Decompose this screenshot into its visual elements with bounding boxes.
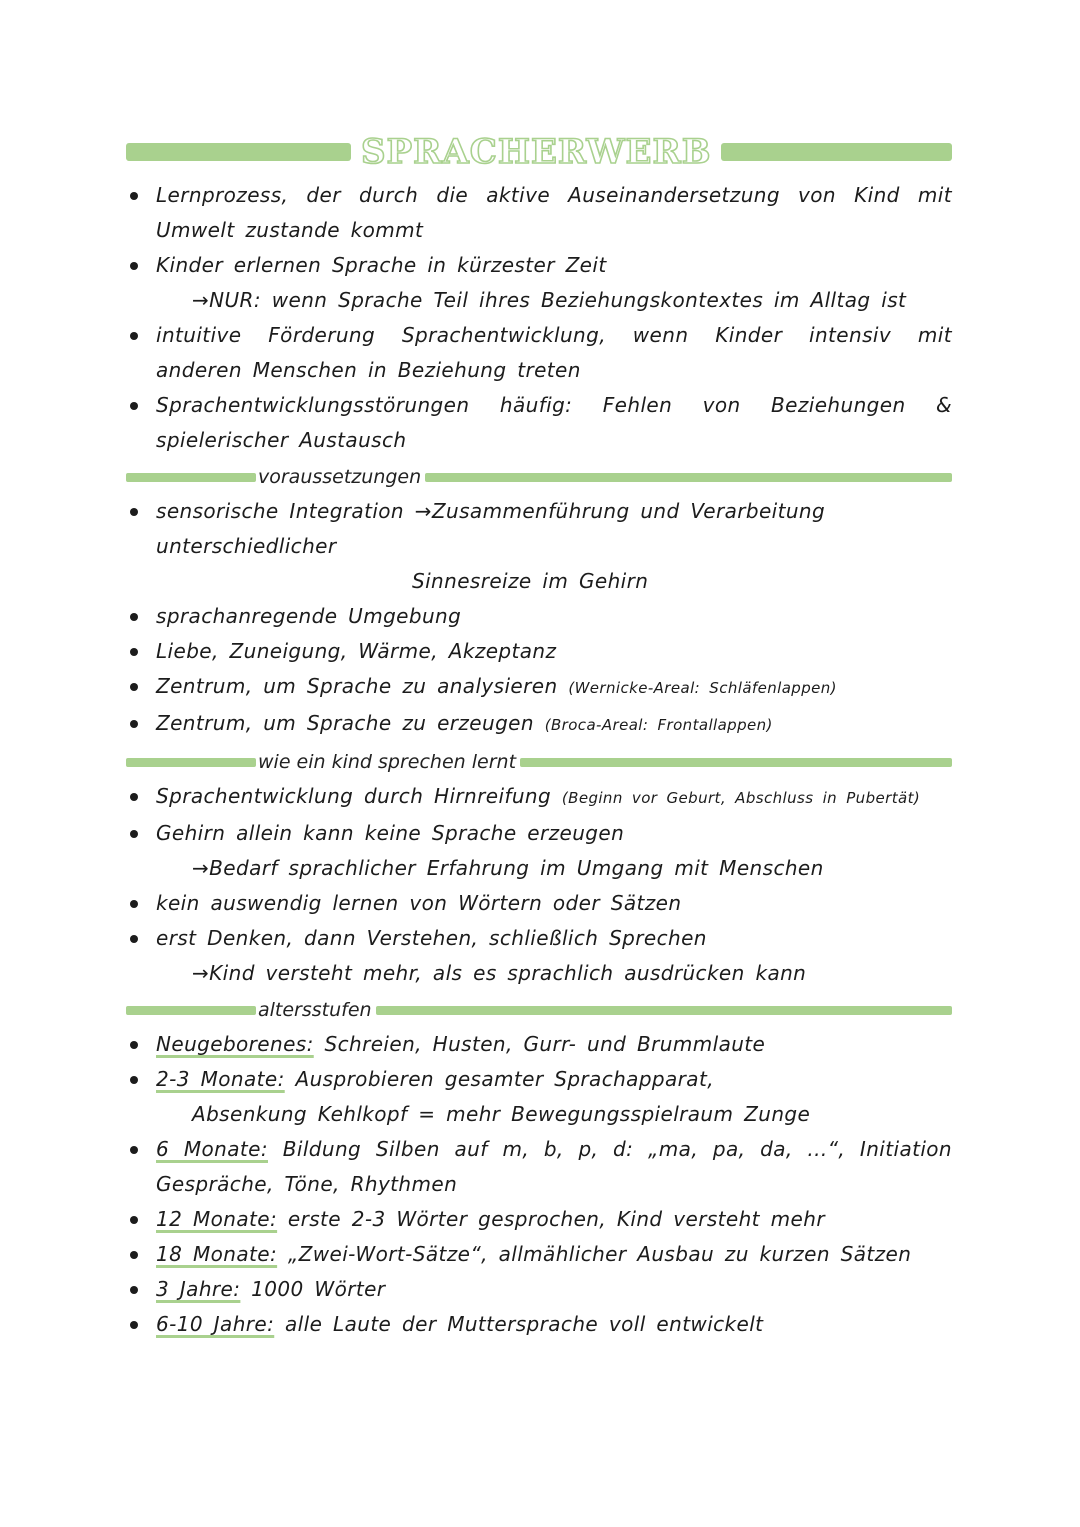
age-text: erste 2-3 Wörter gesprochen, Kind versteht mehr bbox=[277, 1207, 825, 1231]
sub-note: →Kind versteht mehr, als es sprachlich ausdrücken kann bbox=[192, 961, 807, 985]
list-item: Sprachentwicklungsstörungen häufig: Fehlen von Beziehungen & spielerischer Austausch bbox=[126, 388, 952, 458]
section-bar-left bbox=[126, 1006, 256, 1015]
list-item: Gehirn allein kann keine Sprache erzeugen bbox=[126, 816, 952, 851]
list-item bbox=[126, 494, 952, 564]
item-text: Zentrum, um Sprache zu analysieren bbox=[156, 674, 558, 698]
item-note: (Beginn vor Geburt, Abschluss in Pubertät) bbox=[561, 789, 921, 807]
list-item bbox=[126, 1202, 952, 1237]
page-title: SPRACHERWERB bbox=[361, 132, 712, 172]
list-item bbox=[126, 706, 952, 743]
age-text: alle Laute der Muttersprache voll entwickelt bbox=[274, 1312, 764, 1336]
item-text: Sprachentwicklung durch Hirnreifung bbox=[156, 784, 552, 808]
age-text: Schreien, Husten, Gurr- und Brummlaute bbox=[313, 1032, 766, 1056]
lernt-list bbox=[126, 779, 952, 851]
item-note: (Wernicke-Areal: Schläfenlappen) bbox=[568, 679, 837, 697]
list-item bbox=[126, 1027, 952, 1062]
item-text: Zentrum, um Sprache zu erzeugen bbox=[156, 711, 534, 735]
list-item bbox=[126, 1307, 952, 1342]
age-term: 12 Monate: bbox=[156, 1207, 278, 1231]
age-text: „Zwei-Wort-Sätze“, allmählicher Ausbau zu kurzen Sätzen bbox=[277, 1242, 912, 1266]
age-term: 3 Jahre: bbox=[156, 1277, 241, 1301]
age-term: 6-10 Jahre: bbox=[156, 1312, 275, 1336]
list-item: Lernprozess, der durch die aktive Auseinandersetzung von Kind mit Umwelt zustande kommt bbox=[126, 178, 952, 248]
list-item bbox=[126, 779, 952, 816]
section-bar-right bbox=[376, 1006, 952, 1015]
document-page bbox=[126, 128, 952, 1342]
list-item bbox=[126, 669, 952, 706]
section-header-lernt bbox=[126, 745, 952, 779]
list-item: Kinder erlernen Sprache in kürzester Zeit bbox=[126, 248, 952, 283]
section-label: altersstufen bbox=[258, 999, 372, 1021]
title-bar-right bbox=[721, 143, 952, 161]
altersstufen-list bbox=[126, 1027, 952, 1097]
voraussetzungen-list bbox=[126, 494, 952, 564]
lernt-list-2 bbox=[126, 886, 952, 956]
intro-list bbox=[126, 178, 952, 283]
item-text: sensorische Integration →Zusammenführung und Verarbeitung unterschiedlicher bbox=[156, 499, 826, 558]
age-term: 18 Monate: bbox=[156, 1242, 278, 1266]
age-text: Ausprobieren gesamter Sprachapparat, bbox=[284, 1067, 714, 1091]
title-row bbox=[126, 128, 952, 176]
section-header-altersstufen bbox=[126, 993, 952, 1027]
section-label: voraussetzungen bbox=[258, 466, 422, 488]
list-item: erst Denken, dann Verstehen, schließlich Sprechen bbox=[126, 921, 952, 956]
sub-note: Absenkung Kehlkopf = mehr Bewegungsspielraum Zunge bbox=[192, 1102, 811, 1126]
title-bar-left bbox=[126, 143, 351, 161]
section-header-voraussetzungen bbox=[126, 460, 952, 494]
list-item bbox=[126, 1237, 952, 1272]
list-item bbox=[126, 1272, 952, 1307]
section-bar-left bbox=[126, 758, 256, 767]
voraussetzungen-list-2 bbox=[126, 599, 952, 743]
list-item: sprachanregende Umgebung bbox=[126, 599, 952, 634]
altersstufen-list-2 bbox=[126, 1132, 952, 1342]
age-text: 1000 Wörter bbox=[240, 1277, 386, 1301]
list-item: Liebe, Zuneigung, Wärme, Akzeptanz bbox=[126, 634, 952, 669]
section-bar-right bbox=[520, 758, 952, 767]
section-bar-right bbox=[425, 473, 952, 482]
sub-note: →NUR: wenn Sprache Teil ihres Beziehungskontextes im Alltag ist bbox=[192, 288, 907, 312]
age-text: Bildung Silben auf m, b, p, d: „ma, pa, da, ...“, Initiation Gespräche, Töne, Rhythmen bbox=[156, 1137, 953, 1196]
age-term: 2-3 Monate: bbox=[156, 1067, 285, 1091]
sub-note: →Bedarf sprachlicher Erfahrung im Umgang mit Menschen bbox=[192, 856, 824, 880]
section-label: wie ein kind sprechen lernt bbox=[258, 751, 517, 773]
item-note: (Broca-Areal: Frontallappen) bbox=[544, 716, 773, 734]
list-item bbox=[126, 1062, 952, 1097]
continued-text: Sinnesreize im Gehirn bbox=[412, 569, 649, 593]
list-item: kein auswendig lernen von Wörtern oder Sätzen bbox=[126, 886, 952, 921]
list-item bbox=[126, 1132, 952, 1202]
intro-list-2 bbox=[126, 318, 952, 458]
age-term: 6 Monate: bbox=[156, 1137, 268, 1161]
list-item: intuitive Förderung Sprachentwicklung, wenn Kinder intensiv mit anderen Menschen in Beziehung treten bbox=[126, 318, 952, 388]
section-bar-left bbox=[126, 473, 256, 482]
age-term: Neugeborenes: bbox=[156, 1032, 314, 1056]
